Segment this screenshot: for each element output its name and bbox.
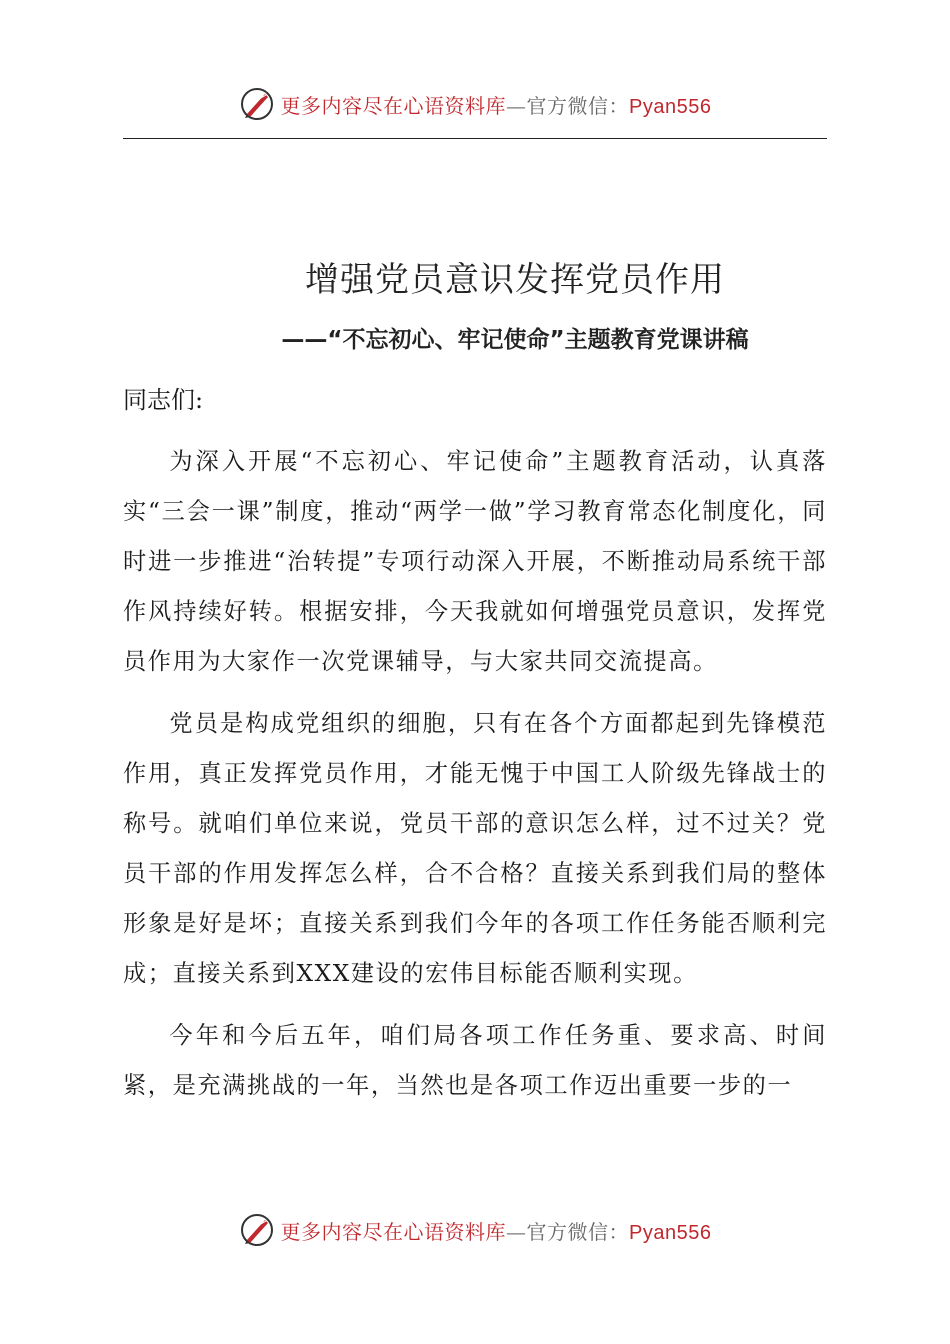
paragraph: 为深入开展“不忘初心、牢记使命”主题教育活动，认真落实“三会一课”制度，推动“两学一做”学习教育常态化制度化，同时进一步推进“治转提”专项行动深入开展，不断推动局系统干部作风持续好转。根据安排，今天我就如何增强党员意识，发挥党员作用为大家作一次党课辅导，与大家共同交流提高。 [123, 448, 827, 675]
quill-pen-logo-icon [239, 86, 275, 122]
header-dash: — [506, 93, 527, 118]
header-brand-line [281, 90, 712, 119]
document-body [123, 375, 827, 1123]
header-wechat-label: 官方微信： [526, 93, 630, 118]
footer-brand-line [281, 1216, 712, 1245]
footer-dash: — [506, 1219, 527, 1244]
footer-banner [0, 1210, 950, 1250]
document-title: 增强党员意识发挥党员作用 [305, 260, 725, 300]
header-wechat-id: Pyan556 [629, 95, 712, 118]
header-brand-text: 更多内容尽在心语资料库 [280, 93, 507, 118]
paragraph: 今年和今后五年，咱们局各项工作任务重、要求高、时间紧，是充满挑战的一年，当然也是各项工作迈出重要一步的一 [123, 1022, 827, 1099]
header-divider [123, 138, 827, 139]
document-subtitle: ——“不忘初心、牢记使命”主题教育党课讲稿 [281, 327, 749, 353]
quill-pen-logo-icon [239, 1212, 275, 1248]
footer-wechat-label: 官方微信： [526, 1219, 630, 1244]
header-banner [0, 84, 950, 124]
footer-brand-text: 更多内容尽在心语资料库 [280, 1219, 507, 1244]
paragraph: 党员是构成党组织的细胞，只有在各个方面都起到先锋模范作用，真正发挥党员作用，才能无愧于中国工人阶级先锋战士的称号。就咱们单位来说，党员干部的意识怎么样，过不过关？党员干部的作用发挥怎么样，合不合格？直接关系到我们局的整体形象是好是坏；直接关系到我们今年的各项工作任务能否顺利完成；直接关系到XXX建设的宏伟目标能否顺利实现。 [123, 710, 827, 987]
footer-wechat-id: Pyan556 [629, 1221, 712, 1244]
salutation: 同志们: [123, 386, 204, 414]
